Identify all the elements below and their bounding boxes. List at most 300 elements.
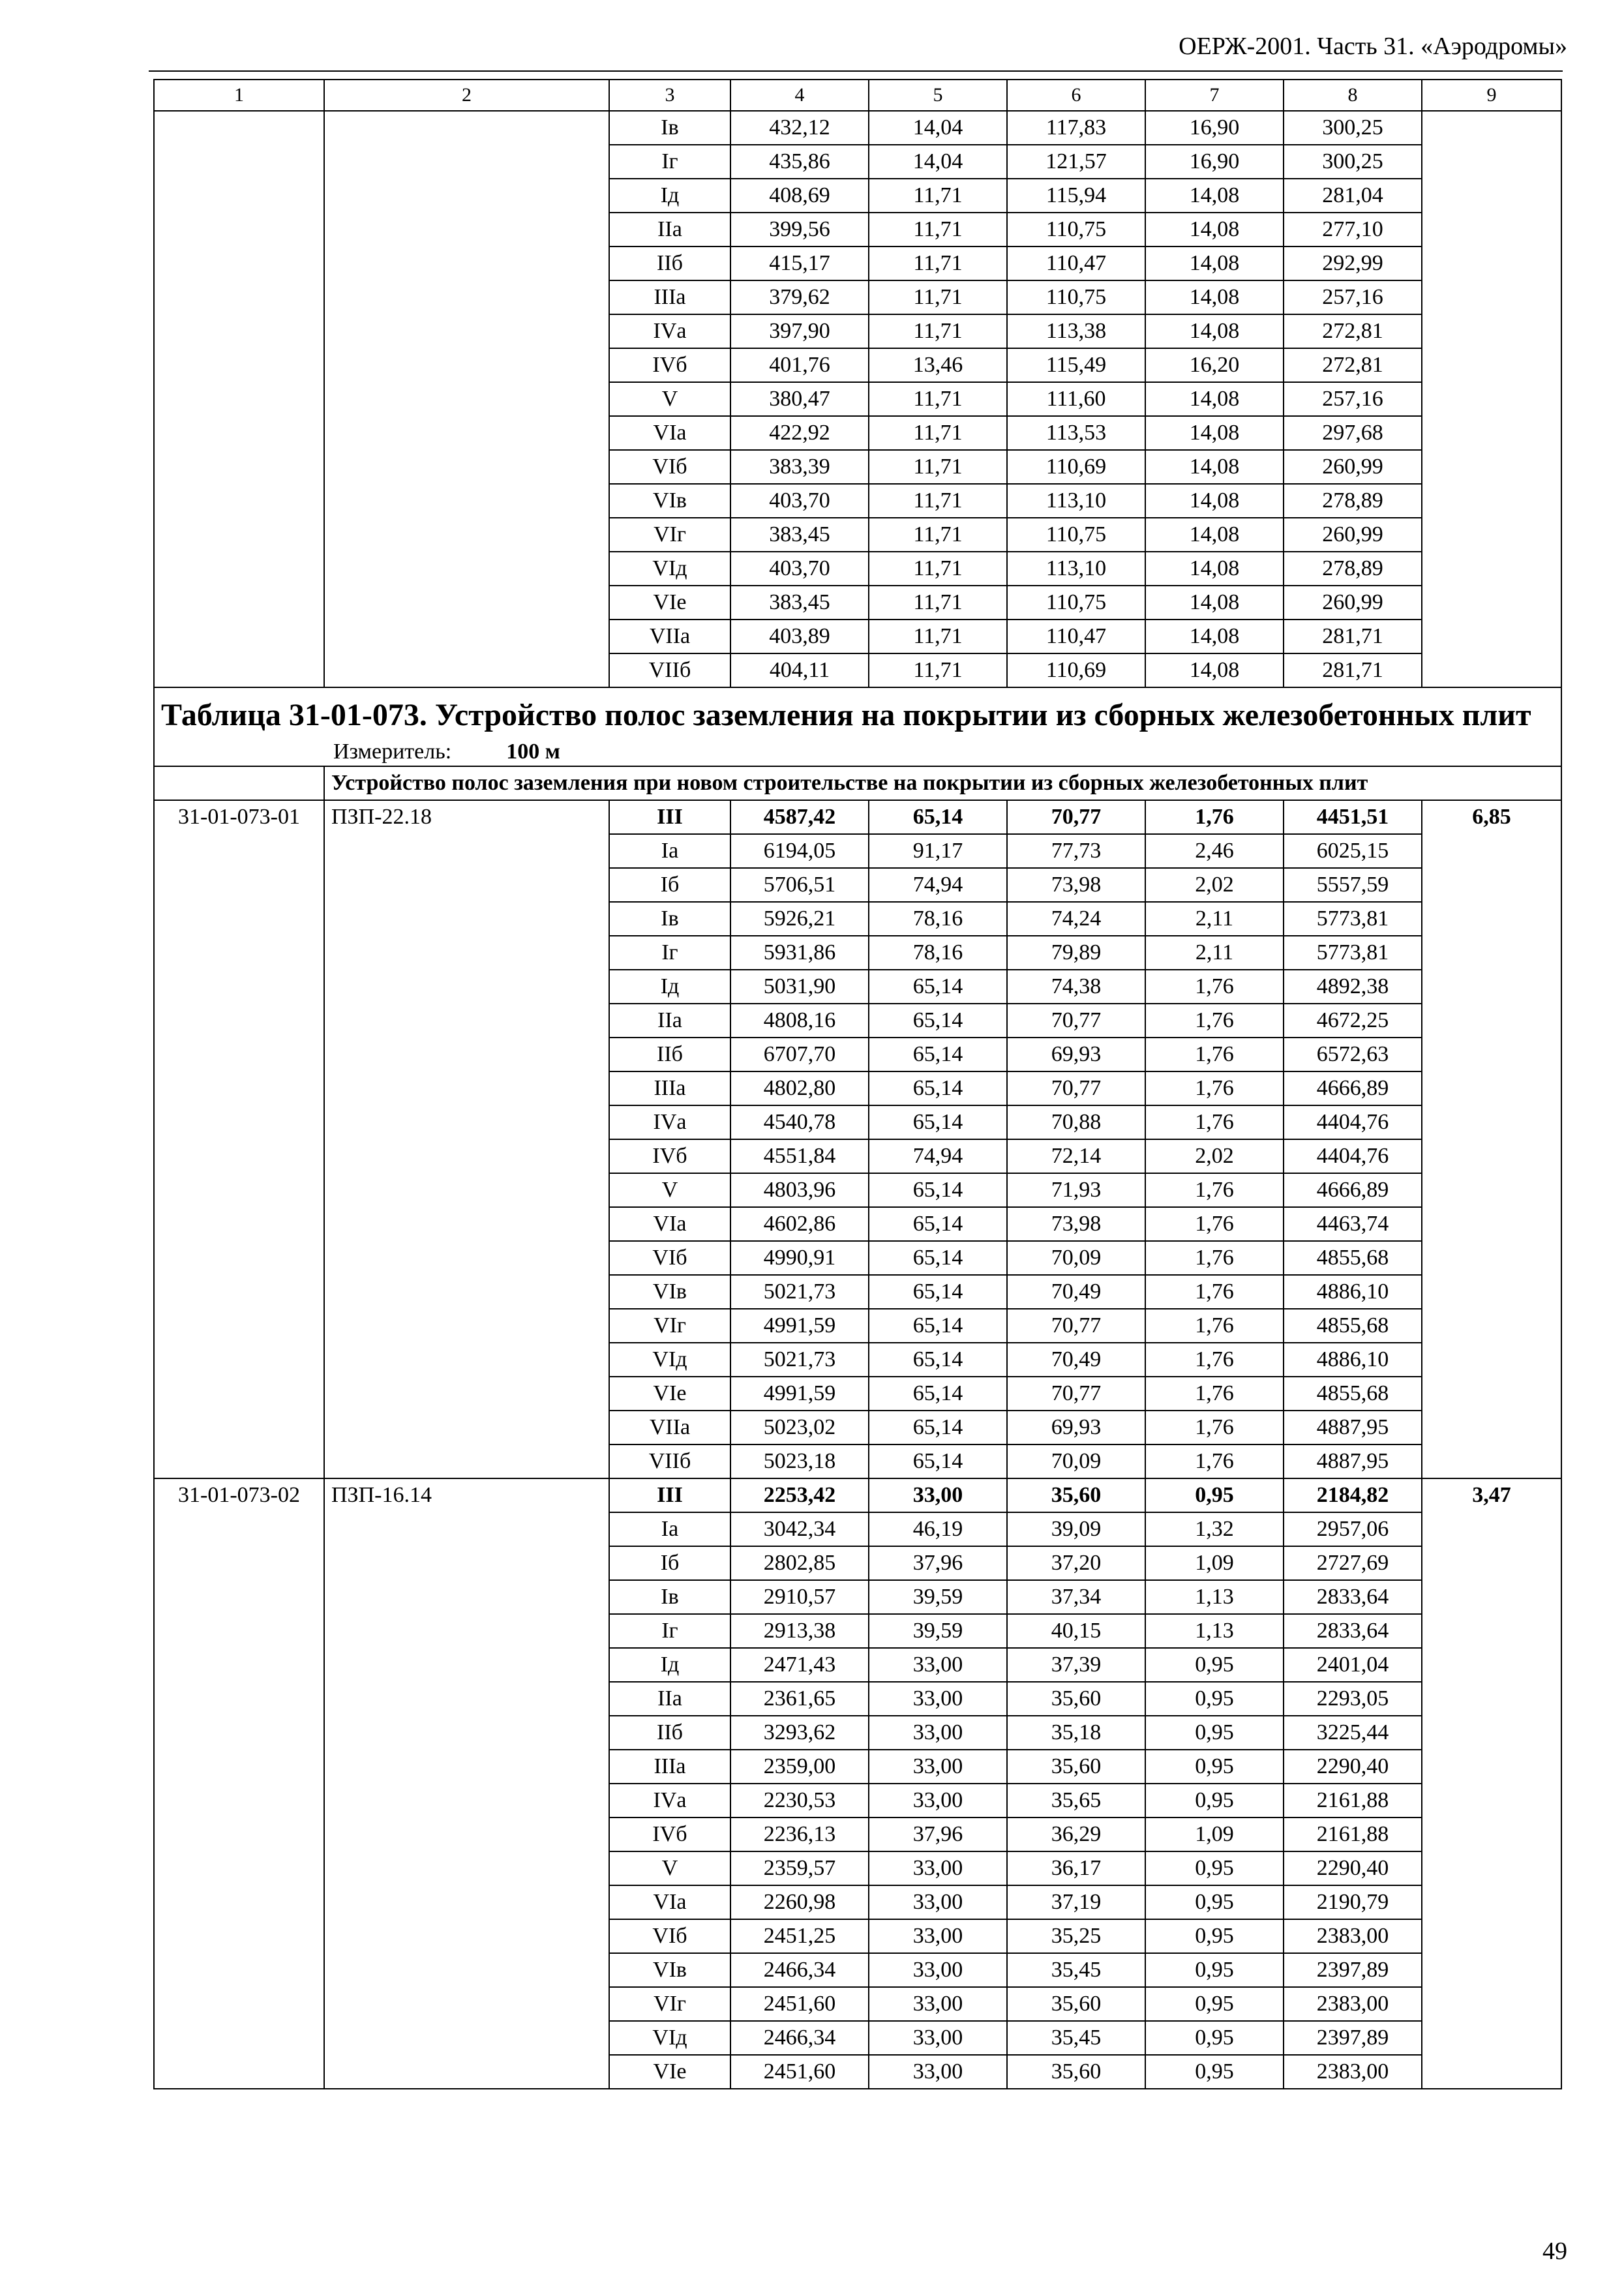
table-cell: 379,62 (730, 280, 869, 314)
table-cell: 65,14 (869, 1241, 1007, 1275)
table-cell: 70,77 (1007, 800, 1145, 834)
table-cell: VIд (609, 2021, 730, 2055)
table-cell: 4803,96 (730, 1173, 869, 1207)
table-cell: 11,71 (869, 586, 1007, 620)
table-cell: 33,00 (869, 1784, 1007, 1818)
table-cell: 383,45 (730, 518, 869, 552)
table-cell: 65,14 (869, 1038, 1007, 1071)
table-cell: IIб (609, 1716, 730, 1750)
table-cell: 0,95 (1145, 1750, 1284, 1784)
item-col9: 6,85 (1422, 800, 1561, 1478)
table-cell: 69,93 (1007, 1038, 1145, 1071)
table-cell: VIв (609, 1275, 730, 1309)
table-cell: 110,69 (1007, 450, 1145, 484)
table-cell: 37,34 (1007, 1580, 1145, 1614)
table-cell: 272,81 (1284, 348, 1422, 382)
table-cell: 77,73 (1007, 834, 1145, 868)
table-cell: VIIа (609, 1411, 730, 1444)
table-cell: 2833,64 (1284, 1580, 1422, 1614)
table-cell: 5557,59 (1284, 868, 1422, 902)
table-cell: 1,76 (1145, 1377, 1284, 1411)
item-name: ПЗП-16.14 (324, 1478, 609, 2089)
table-cell: 1,09 (1145, 1818, 1284, 1851)
table-cell: 278,89 (1284, 552, 1422, 586)
running-header: ОЕРЖ-2001. Часть 31. «Аэродромы» (1179, 33, 1567, 60)
table-cell: 35,65 (1007, 1784, 1145, 1818)
table-cell: 0,95 (1145, 2021, 1284, 2055)
table-cell: 115,49 (1007, 348, 1145, 382)
table-cell: 4855,68 (1284, 1241, 1422, 1275)
table-cell: 65,14 (869, 1207, 1007, 1241)
table-cell: 65,14 (869, 1275, 1007, 1309)
table-cell: 383,39 (730, 450, 869, 484)
table-cell: 5706,51 (730, 868, 869, 902)
table-cell: 79,89 (1007, 936, 1145, 970)
table-body (154, 80, 1561, 2089)
table-cell: 2361,65 (730, 1682, 869, 1716)
table-cell: 11,71 (869, 280, 1007, 314)
table-cell: 65,14 (869, 1105, 1007, 1139)
table-row (154, 1478, 1561, 1512)
table-cell: VIб (609, 1919, 730, 1953)
table-cell: 4540,78 (730, 1105, 869, 1139)
table-cell: 1,76 (1145, 1207, 1284, 1241)
table-cell: 14,08 (1145, 450, 1284, 484)
table-cell: 0,95 (1145, 1648, 1284, 1682)
table-cell: 2290,40 (1284, 1851, 1422, 1885)
table-cell: 2161,88 (1284, 1818, 1422, 1851)
table-cell: 2401,04 (1284, 1648, 1422, 1682)
table-cell: 4404,76 (1284, 1139, 1422, 1173)
table-cell: 2957,06 (1284, 1512, 1422, 1546)
table-cell: 401,76 (730, 348, 869, 382)
table-cell: 74,94 (869, 1139, 1007, 1173)
table-cell: 13,46 (869, 348, 1007, 382)
table-cell: 0,95 (1145, 1784, 1284, 1818)
table-cell: 4666,89 (1284, 1173, 1422, 1207)
table-cell: 78,16 (869, 936, 1007, 970)
table-cell: 110,47 (1007, 620, 1145, 653)
table-cell: 65,14 (869, 800, 1007, 834)
table-cell: 11,71 (869, 450, 1007, 484)
column-number: 6 (1007, 80, 1145, 111)
table-cell: VIг (609, 518, 730, 552)
table-cell: 70,49 (1007, 1343, 1145, 1377)
table-cell: IIа (609, 213, 730, 247)
table-cell: 2,02 (1145, 1139, 1284, 1173)
table-cell: 2397,89 (1284, 2021, 1422, 2055)
table-cell: Iг (609, 1614, 730, 1648)
table-cell: 0,95 (1145, 1716, 1284, 1750)
table-cell: 300,25 (1284, 145, 1422, 179)
table-cell: 5023,18 (730, 1444, 869, 1478)
table-cell: VIIб (609, 1444, 730, 1478)
table-cell: 403,70 (730, 484, 869, 518)
table-cell: IVа (609, 1105, 730, 1139)
table-cell: 2,02 (1145, 868, 1284, 902)
table-cell: 33,00 (869, 1919, 1007, 1953)
table-cell: Iв (609, 111, 730, 145)
table-cell: 2190,79 (1284, 1885, 1422, 1919)
table-cell: 11,71 (869, 416, 1007, 450)
table-cell: 4886,10 (1284, 1275, 1422, 1309)
table-cell: 2451,25 (730, 1919, 869, 1953)
table-cell: 2359,00 (730, 1750, 869, 1784)
table-cell: 281,71 (1284, 620, 1422, 653)
table-cell: 403,89 (730, 620, 869, 653)
table-cell: 113,10 (1007, 484, 1145, 518)
table-cell: 16,20 (1145, 348, 1284, 382)
table-cell: 33,00 (869, 1987, 1007, 2021)
table-cell: 257,16 (1284, 382, 1422, 416)
column-number: 2 (324, 80, 609, 111)
table-cell: 69,93 (1007, 1411, 1145, 1444)
table-cell: 14,08 (1145, 552, 1284, 586)
table-cell: 415,17 (730, 247, 869, 280)
table-cell: 4990,91 (730, 1241, 869, 1275)
table-cell: 399,56 (730, 213, 869, 247)
table-cell: 6194,05 (730, 834, 869, 868)
table-cell: 35,60 (1007, 2055, 1145, 2089)
table-cell: 2161,88 (1284, 1784, 1422, 1818)
table-cell: 39,09 (1007, 1512, 1145, 1546)
table-row (154, 111, 1561, 145)
table-cell: 1,76 (1145, 1241, 1284, 1275)
table-cell: VIг (609, 1987, 730, 2021)
table-cell: 11,71 (869, 314, 1007, 348)
table-cell: 110,75 (1007, 280, 1145, 314)
table-cell: Iд (609, 179, 730, 213)
table-cell: 2,11 (1145, 902, 1284, 936)
table-cell: 73,98 (1007, 1207, 1145, 1241)
item-code: 31-01-073-01 (154, 800, 324, 1478)
table-cell: 2451,60 (730, 2055, 869, 2089)
table-cell: 65,14 (869, 1377, 1007, 1411)
table-cell: 408,69 (730, 179, 869, 213)
table-cell: 2383,00 (1284, 1919, 1422, 1953)
table-cell: VIд (609, 1343, 730, 1377)
table-cell: 4991,59 (730, 1377, 869, 1411)
column-number: 8 (1284, 80, 1422, 111)
table-cell: IVб (609, 348, 730, 382)
table-cell: IIIа (609, 1071, 730, 1105)
table-cell: 65,14 (869, 1004, 1007, 1038)
table-cell: 65,14 (869, 1071, 1007, 1105)
table-cell: 121,57 (1007, 145, 1145, 179)
table-cell: 4587,42 (730, 800, 869, 834)
table-cell: V (609, 1173, 730, 1207)
table-cell: 277,10 (1284, 213, 1422, 247)
table-cell: 5773,81 (1284, 936, 1422, 970)
table-cell: 37,96 (869, 1546, 1007, 1580)
table-cell: VIе (609, 586, 730, 620)
table-cell: 110,69 (1007, 653, 1145, 687)
table-cell: 4886,10 (1284, 1343, 1422, 1377)
table-cell: Iб (609, 1546, 730, 1580)
table-cell: 33,00 (869, 2055, 1007, 2089)
table-cell: 1,09 (1145, 1546, 1284, 1580)
table-cell: 0,95 (1145, 1851, 1284, 1885)
table-cell: IVа (609, 314, 730, 348)
table-cell: VIIа (609, 620, 730, 653)
table-cell: 2290,40 (1284, 1750, 1422, 1784)
table-cell: 35,18 (1007, 1716, 1145, 1750)
table-cell: 14,04 (869, 145, 1007, 179)
column-number: 9 (1422, 80, 1561, 111)
table-title-row (154, 687, 1561, 766)
table-cell: 5021,73 (730, 1275, 869, 1309)
table-cell: 4991,59 (730, 1309, 869, 1343)
table-cell: 432,12 (730, 111, 869, 145)
item-col9: 3,47 (1422, 1478, 1561, 2089)
table-cell: 36,17 (1007, 1851, 1145, 1885)
column-number: 5 (869, 80, 1007, 111)
table-cell: 1,76 (1145, 1275, 1284, 1309)
table-cell: 5023,02 (730, 1411, 869, 1444)
table-cell: 35,45 (1007, 2021, 1145, 2055)
table-cell: 2451,60 (730, 1987, 869, 2021)
meter-line (333, 741, 1554, 763)
table-cell: 2466,34 (730, 1953, 869, 1987)
table-cell: 11,71 (869, 653, 1007, 687)
table-cell: 14,08 (1145, 247, 1284, 280)
carryover-code-cell (154, 111, 324, 687)
header-rule (149, 70, 1563, 72)
table-cell: 113,10 (1007, 552, 1145, 586)
table-cell: Iд (609, 1648, 730, 1682)
table-cell: Iа (609, 834, 730, 868)
table-cell: 2,11 (1145, 936, 1284, 970)
table-cell: 2910,57 (730, 1580, 869, 1614)
table-cell: 4808,16 (730, 1004, 869, 1038)
table-cell: 65,14 (869, 1309, 1007, 1343)
table-cell: VIа (609, 1885, 730, 1919)
table-cell: 113,38 (1007, 314, 1145, 348)
table-cell: 4602,86 (730, 1207, 869, 1241)
table-cell: 2230,53 (730, 1784, 869, 1818)
table-cell: Iг (609, 936, 730, 970)
table-cell: 1,76 (1145, 1411, 1284, 1444)
table-cell: VIб (609, 1241, 730, 1275)
table-cell: 70,88 (1007, 1105, 1145, 1139)
table-cell: 2,46 (1145, 834, 1284, 868)
table-cell: 2802,85 (730, 1546, 869, 1580)
table-cell: 37,39 (1007, 1648, 1145, 1682)
table-cell: 70,77 (1007, 1309, 1145, 1343)
table-cell: VIд (609, 552, 730, 586)
table-cell: 35,60 (1007, 1682, 1145, 1716)
table-title: Таблица 31-01-073. Устройство полос заземления на покрытии из сборных железобетонных плит (161, 698, 1531, 732)
section-subtitle: Устройство полос заземления при новом строительстве на покрытии из сборных железобетонных плит (324, 766, 1561, 800)
table-cell: 65,14 (869, 1411, 1007, 1444)
table-cell: 11,71 (869, 620, 1007, 653)
table-cell: 4451,51 (1284, 800, 1422, 834)
table-cell: 14,08 (1145, 620, 1284, 653)
table-cell: 37,20 (1007, 1546, 1145, 1580)
table-cell: IVа (609, 1784, 730, 1818)
table-cell: 33,00 (869, 1750, 1007, 1784)
table-cell: 33,00 (869, 2021, 1007, 2055)
table-cell: 74,94 (869, 868, 1007, 902)
table-cell: 5773,81 (1284, 902, 1422, 936)
table-cell: IIа (609, 1682, 730, 1716)
table-cell: 14,08 (1145, 484, 1284, 518)
table-cell: 11,71 (869, 484, 1007, 518)
table-cell: 33,00 (869, 1716, 1007, 1750)
table-cell: 11,71 (869, 247, 1007, 280)
column-number: 1 (154, 80, 324, 111)
table-cell: 5021,73 (730, 1343, 869, 1377)
table-cell: 257,16 (1284, 280, 1422, 314)
table-cell: 110,75 (1007, 213, 1145, 247)
table-cell: Iб (609, 868, 730, 902)
table-cell: VIе (609, 2055, 730, 2089)
table-cell: 4892,38 (1284, 970, 1422, 1004)
table-cell: 2383,00 (1284, 1987, 1422, 2021)
table-cell: VIIб (609, 653, 730, 687)
table-cell: 14,08 (1145, 586, 1284, 620)
table-cell: 14,08 (1145, 213, 1284, 247)
table-cell: 11,71 (869, 552, 1007, 586)
table-cell: 2236,13 (730, 1818, 869, 1851)
table-cell: VIг (609, 1309, 730, 1343)
table-cell: 0,95 (1145, 1953, 1284, 1987)
table-cell: 36,29 (1007, 1818, 1145, 1851)
table-cell: 33,00 (869, 1953, 1007, 1987)
table-cell: VIе (609, 1377, 730, 1411)
table-cell: 16,90 (1145, 111, 1284, 145)
table-cell: 292,99 (1284, 247, 1422, 280)
table-cell: 110,47 (1007, 247, 1145, 280)
table-cell: 2471,43 (730, 1648, 869, 1682)
blank-cell (154, 766, 324, 800)
table-cell: 74,38 (1007, 970, 1145, 1004)
table-cell: 5031,90 (730, 970, 869, 1004)
table-cell: 1,13 (1145, 1614, 1284, 1648)
table-cell: 33,00 (869, 1478, 1007, 1512)
table-cell: IIб (609, 247, 730, 280)
table-cell: 1,76 (1145, 970, 1284, 1004)
table-cell: IIа (609, 1004, 730, 1038)
table-cell: 1,76 (1145, 1173, 1284, 1207)
table-row (154, 800, 1561, 834)
table-cell: 297,68 (1284, 416, 1422, 450)
table-cell: IVб (609, 1818, 730, 1851)
table-cell: IIIа (609, 1750, 730, 1784)
table-cell: 2466,34 (730, 2021, 869, 2055)
table-cell: 0,95 (1145, 1885, 1284, 1919)
table-cell: 14,08 (1145, 314, 1284, 348)
table-cell: 1,76 (1145, 1004, 1284, 1038)
table-cell: 272,81 (1284, 314, 1422, 348)
table-cell: 11,71 (869, 179, 1007, 213)
table-cell: IIIа (609, 280, 730, 314)
table-cell: 33,00 (869, 1885, 1007, 1919)
table-cell: 1,76 (1145, 1038, 1284, 1071)
table-cell: 1,13 (1145, 1580, 1284, 1614)
table-cell: 2184,82 (1284, 1478, 1422, 1512)
table-cell: 278,89 (1284, 484, 1422, 518)
table-cell: 4551,84 (730, 1139, 869, 1173)
table-cell: 110,75 (1007, 586, 1145, 620)
table-cell: 4672,25 (1284, 1004, 1422, 1038)
table-cell: IIб (609, 1038, 730, 1071)
table-cell: 281,71 (1284, 653, 1422, 687)
table-cell: 115,94 (1007, 179, 1145, 213)
table-cell: VIа (609, 416, 730, 450)
carryover-col9-cell (1422, 111, 1561, 687)
table-cell: 37,19 (1007, 1885, 1145, 1919)
table-cell: 422,92 (730, 416, 869, 450)
table-cell: 11,71 (869, 518, 1007, 552)
table-cell: 1,32 (1145, 1512, 1284, 1546)
table-cell: 1,76 (1145, 1343, 1284, 1377)
item-name: ПЗП-22.18 (324, 800, 609, 1478)
table-cell: Iд (609, 970, 730, 1004)
table-cell: 33,00 (869, 1682, 1007, 1716)
table-cell: 2293,05 (1284, 1682, 1422, 1716)
table-cell: 403,70 (730, 552, 869, 586)
table-cell: 70,77 (1007, 1377, 1145, 1411)
table-cell: 4404,76 (1284, 1105, 1422, 1139)
table-cell: 35,60 (1007, 1478, 1145, 1512)
table-cell: 404,11 (730, 653, 869, 687)
table-cell: 0,95 (1145, 2055, 1284, 2089)
table-cell: 3293,62 (730, 1716, 869, 1750)
table-cell: 33,00 (869, 1648, 1007, 1682)
table-cell: Iв (609, 902, 730, 936)
table-cell: 40,15 (1007, 1614, 1145, 1648)
table-cell: VIв (609, 1953, 730, 1987)
table-cell: 16,90 (1145, 145, 1284, 179)
table-cell: 2397,89 (1284, 1953, 1422, 1987)
table-cell: 70,49 (1007, 1275, 1145, 1309)
table-cell: 35,60 (1007, 1987, 1145, 2021)
table-cell: 6707,70 (730, 1038, 869, 1071)
table-cell: 14,04 (869, 111, 1007, 145)
table-cell: 260,99 (1284, 586, 1422, 620)
table-cell: 4666,89 (1284, 1071, 1422, 1105)
table-cell: 4887,95 (1284, 1411, 1422, 1444)
table-cell: 1,76 (1145, 800, 1284, 834)
table-cell: Iв (609, 1580, 730, 1614)
table-cell: 383,45 (730, 586, 869, 620)
table-cell: 1,76 (1145, 1309, 1284, 1343)
table-cell: 35,45 (1007, 1953, 1145, 1987)
table-cell: 70,09 (1007, 1241, 1145, 1275)
table-cell: 4463,74 (1284, 1207, 1422, 1241)
table-cell: 1,76 (1145, 1071, 1284, 1105)
rates-table (153, 79, 1562, 2089)
table-cell: 2913,38 (730, 1614, 869, 1648)
table-cell: III (609, 800, 730, 834)
table-cell: 0,95 (1145, 1919, 1284, 1953)
table-cell: 380,47 (730, 382, 869, 416)
table-cell: 14,08 (1145, 518, 1284, 552)
table-cell: 35,25 (1007, 1919, 1145, 1953)
table-cell: 73,98 (1007, 868, 1145, 902)
table-cell: 260,99 (1284, 450, 1422, 484)
table-cell: 14,08 (1145, 280, 1284, 314)
column-number: 4 (730, 80, 869, 111)
table-cell: 14,08 (1145, 416, 1284, 450)
table-cell: 2359,57 (730, 1851, 869, 1885)
table-cell: 11,71 (869, 382, 1007, 416)
table-cell: 70,77 (1007, 1071, 1145, 1105)
table-cell: 117,83 (1007, 111, 1145, 145)
table-cell: 37,96 (869, 1818, 1007, 1851)
table-cell: IVб (609, 1139, 730, 1173)
